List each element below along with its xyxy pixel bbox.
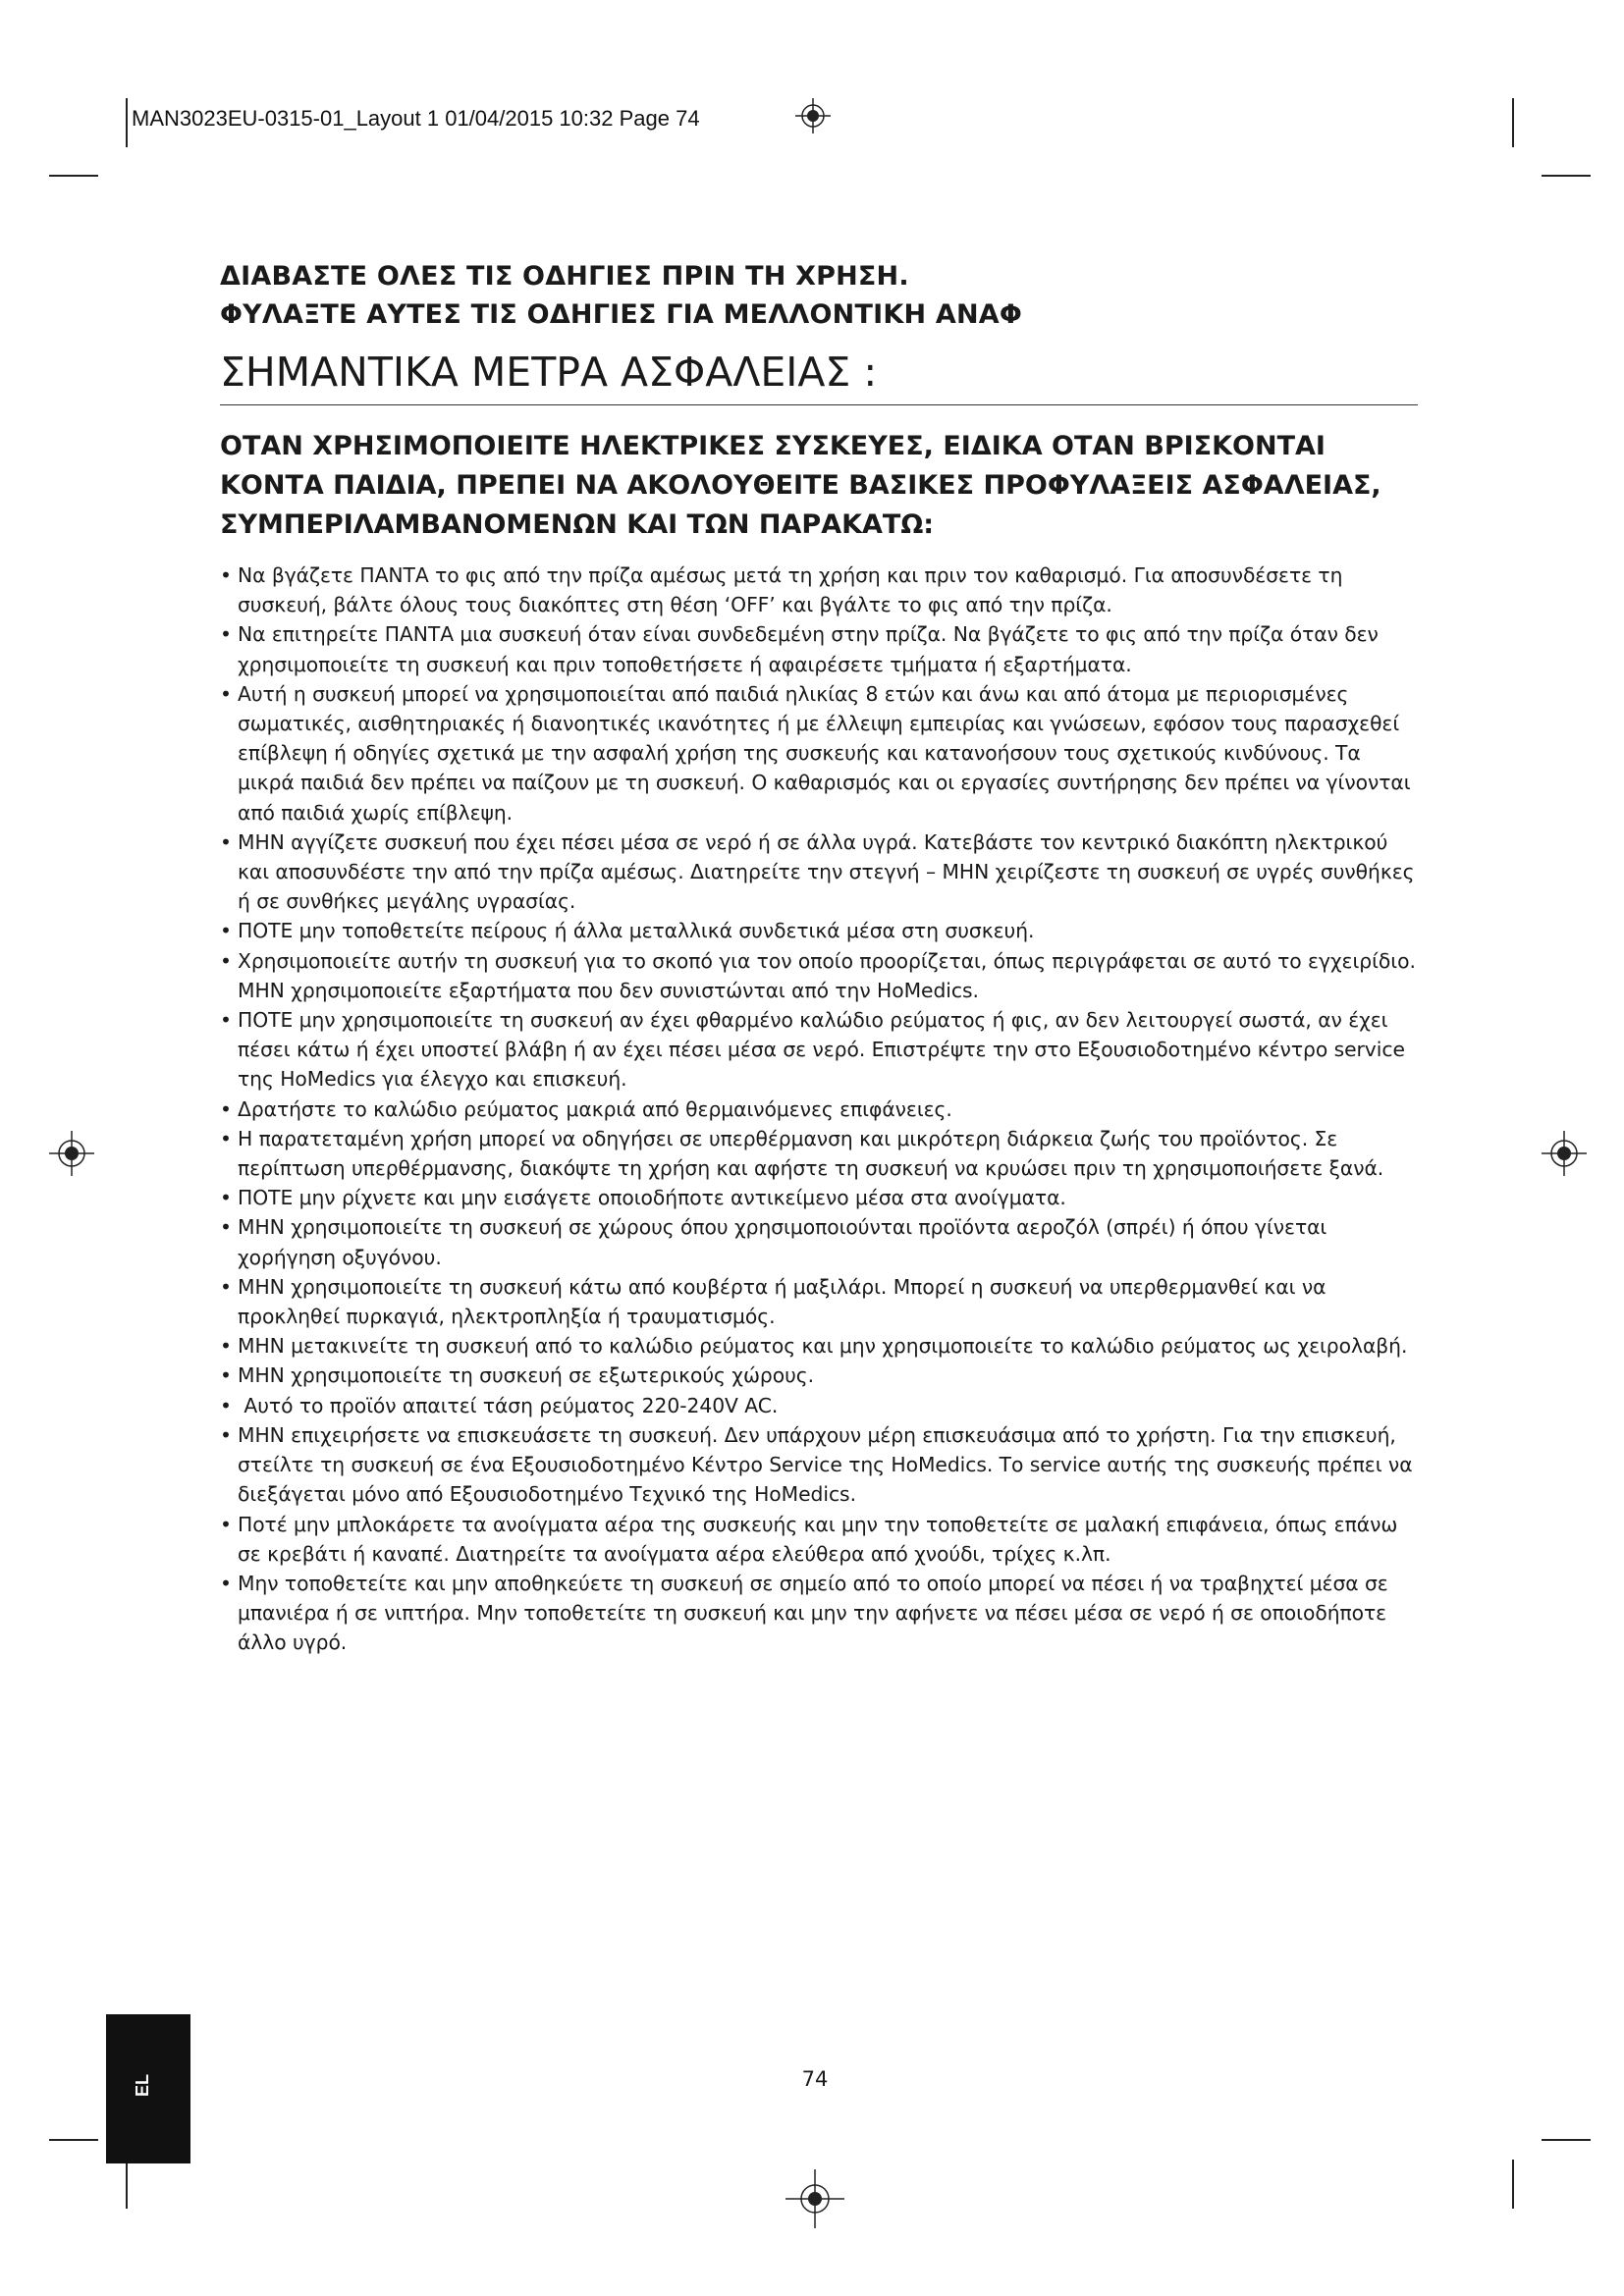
crop-mark-bottom-left-vertical	[126, 2160, 128, 2209]
list-item: • Χρησιμοποιείτε αυτήν τη συσκευή για το σκοπό για τον οποίο προορίζεται, όπως περιγράφεται σε αυτό το εγχειρίδιο. ΜΗΝ χρησιμοποιείτε εξαρτήματα που δεν συνιστώνται από την HoMedics.	[220, 946, 1418, 1005]
registration-mark-left-icon	[47, 1129, 96, 1178]
crop-mark-bottom-left-horizontal	[49, 2139, 98, 2141]
crop-mark-top-right-horizontal	[1542, 175, 1591, 177]
language-tab	[106, 2014, 190, 2163]
list-item: • ΠΟΤΕ μην χρησιμοποιείτε τη συσκευή αν έχει φθαρμένο καλώδιο ρεύματος ή φις, αν δεν λειτουργεί σωστά, αν έχει πέσει κάτω ή έχει υποστεί βλάβη ή αν έχει πέσει μέσα σε νερό. Επιστρέψτε την στο Εξουσιοδοτημένο κέντρο service της HoMedics για έλεγχο και επισκευή.	[220, 1005, 1418, 1095]
list-item: • ΠΟΤΕ μην ρίχνετε και μην εισάγετε οποιοδήποτε αντικείμενο μέσα στα ανοίγματα.	[220, 1183, 1418, 1212]
section-subtitle: ΟΤΑΝ ΧΡΗΣΙΜΟΠΟΙΕΙΤΕ ΗΛΕΚΤΡΙΚΕΣ ΣΥΣΚΕΥΕΣ, ΕΙΔΙΚΑ ΟΤΑΝ ΒΡΙΣΚΟΝΤΑΙ ΚΟΝΤΑ ΠΑΙΔΙΑ, ΠΡΕΠΕΙ ΝΑ ΑΚΟΛΟΥΘΕΙΤΕ ΒΑΣΙΚΕΣ ΠΡΟΦΥΛΑΞΕΙΣ ΑΣΦΑΛΕΙΑΣ, ΣΥΜΠΕΡΙΛΑΜΒΑΝΟΜΕΝΩΝ ΚΑΙ ΤΩΝ ΠΑΡΑΚΑΤΩ:	[220, 431, 1381, 540]
list-item: • ΜΗΝ μετακινείτε τη συσκευή από το καλώδιο ρεύματος και μην χρησιμοποιείτε το καλώδιο ρεύματος ως χειρολαβή.	[220, 1331, 1418, 1361]
list-item: • Η παρατεταμένη χρήση μπορεί να οδηγήσει σε υπερθέρμανση και μικρότερη διάρκεια ζωής του προϊόντος. Σε περίπτωση υπερθέρμανσης, διακόψτε τη χρήση και αφήστε τη συσκευή να κρυώσει πριν τη χρησιμοποιήσετε ξανά.	[220, 1124, 1418, 1183]
list-item: • ΠΟΤΕ μην τοποθετείτε πείρους ή άλλα μεταλλικά συνδετικά μέσα στη συσκευή.	[220, 916, 1418, 945]
list-item: • Αυτή η συσκευή μπορεί να χρησιμοποιείται από παιδιά ηλικίας 8 ετών και άνω και από άτομα με περιορισμένες σωματικές, αισθητηριακές ή διανοητικές ικανότητες ή με έλλειψη εμπειρίας και γνώσεων, εφόσον τους παρασχεθεί επίβλεψη ή οδηγίες σχετικά με την ασφαλή χρήση της συσκευής και κατανοήσουν τους σχετικούς κινδύνους. Τα μικρά παιδιά δεν πρέπει να παίζουν με τη συσκευή. Ο καθαρισμός και οι εργασίες συντήρησης δεν πρέπει να γίνονται από παιδιά χωρίς επίβλεψη.	[220, 679, 1418, 828]
crop-mark-top-left-horizontal	[49, 175, 98, 177]
crop-mark-top-left-vertical	[126, 98, 128, 147]
list-item: • ΜΗΝ χρησιμοποιείτε τη συσκευή σε χώρους όπου χρησιμοποιούνται προϊόντα αεροζόλ (σπρέι) ή όπου γίνεται χορήγηση οξυγόνου.	[220, 1212, 1418, 1271]
list-item: • Δρατήστε το καλώδιο ρεύματος μακριά από θερμαινόμενες επιφάνειες.	[220, 1095, 1418, 1124]
language-tab-label: EL	[133, 2073, 153, 2098]
page-title: ΣΗΜΑΝΤΙΚΑ ΜΕΤΡΑ ΑΣΦΑΛΕΙΑΣ :	[220, 346, 1418, 405]
page-number: 74	[801, 2067, 829, 2091]
crop-mark-bottom-right-vertical	[1512, 2160, 1514, 2209]
list-item: • Ποτέ μην μπλοκάρετε τα ανοίγματα αέρα της συσκευής και μην την τοποθετείτε σε μαλακή επιφάνεια, όπως επάνω σε κρεβάτι ή καναπέ. Διατηρείτε τα ανοίγματα αέρα ελεύθερα από χνούδι, τρίχες κ.λπ.	[220, 1510, 1418, 1569]
list-item: • ΜΗΝ επιχειρήσετε να επισκευάσετε τη συσκευή. Δεν υπάρχουν μέρη επισκευάσιμα από το χρήστη. Για την επισκευή, στείλτε τη συσκευή σε ένα Εξουσιοδοτημένο Κέντρο Service της HoMedics. Το service αυτής της συσκευής πρέπει να διεξάγεται μόνο από Εξουσιοδοτημένο Τεχνικό της HoMedics.	[220, 1420, 1418, 1510]
crop-mark-bottom-right-horizontal	[1542, 2139, 1591, 2141]
crop-mark-top-right-vertical	[1512, 98, 1514, 147]
list-item: • Να βγάζετε ΠΑΝΤΑ το φις από την πρίζα αμέσως μετά τη χρήση και πριν τον καθαρισμό. Για αποσυνδέσετε τη συσκευή, βάλτε όλους τους διακόπτες στη θέση ‘OFF’ και βγάλτε το φις από την πρίζα.	[220, 561, 1418, 619]
registration-mark-bottom-icon	[785, 2169, 844, 2228]
list-item: • ΜΗΝ αγγίζετε συσκευή που έχει πέσει μέσα σε νερό ή σε άλλα υγρά. Κατεβάστε τον κεντρικό διακόπτη ηλεκτρικού και αποσυνδέστε την από την πρίζα αμέσως. Διατηρείτε την στεγνή – ΜΗΝ χειρίζεστε τη συσκευή σε υγρές συνθήκες ή σε συνθήκες μεγάλης υγρασίας.	[220, 828, 1418, 917]
header-line-2: ΦΥΛΑΞΤΕ ΑΥΤΕΣ ΤΙΣ ΟΔΗΓΙΕΣ ΓΙΑ ΜΕΛΛΟΝΤΙΚΗ ΑΝΑΦ	[220, 299, 1022, 330]
print-slug: MAN3023EU-0315-01_Layout 1 01/04/2015 10:32 Page 74	[132, 106, 700, 131]
list-item: • ΜΗΝ χρησιμοποιείτε τη συσκευή κάτω από κουβέρτα ή μαξιλάρι. Μπορεί η συσκευή να υπερθερμανθεί και να προκληθεί πυρκαγιά, ηλεκτροπληξία ή τραυματισμός.	[220, 1272, 1418, 1331]
warnings-list	[220, 561, 1418, 1658]
list-item: • Μην τοποθετείτε και μην αποθηκεύετε τη συσκευή σε σημείο από το οποίο μπορεί να πέσει ή να τραβηχτεί μέσα σε μπανιέρα ή σε νιπτήρα. Μην τοποθετείτε τη συσκευή και μην την αφήνετε να πέσει μέσα σε νερό ή σε οποιοδήποτε άλλο υγρό.	[220, 1569, 1418, 1658]
list-item: • Αυτό το προϊόν απαιτεί τάση ρεύματος 220-240V AC.	[220, 1391, 1418, 1420]
list-item: • ΜΗΝ χρησιμοποιείτε τη συσκευή σε εξωτερικούς χώρους.	[220, 1361, 1418, 1390]
main-content	[220, 257, 1418, 1658]
header-line-1: ΔΙΑΒΑΣΤΕ ΟΛΕΣ ΤΙΣ ΟΔΗΓΙΕΣ ΠΡΙΝ ΤΗ ΧΡΗΣΗ.	[220, 261, 909, 292]
list-item: • Να επιτηρείτε ΠΑΝΤΑ μια συσκευή όταν είναι συνδεδεμένη στην πρίζα. Να βγάζετε το φις από την πρίζα όταν δεν χρησιμοποιείτε τη συσκευή και πριν τοποθετήσετε ή αφαιρέσετε τμήματα ή εξαρτήματα.	[220, 619, 1418, 678]
registration-mark-right-icon	[1540, 1129, 1589, 1178]
registration-mark-top-icon	[793, 96, 833, 135]
